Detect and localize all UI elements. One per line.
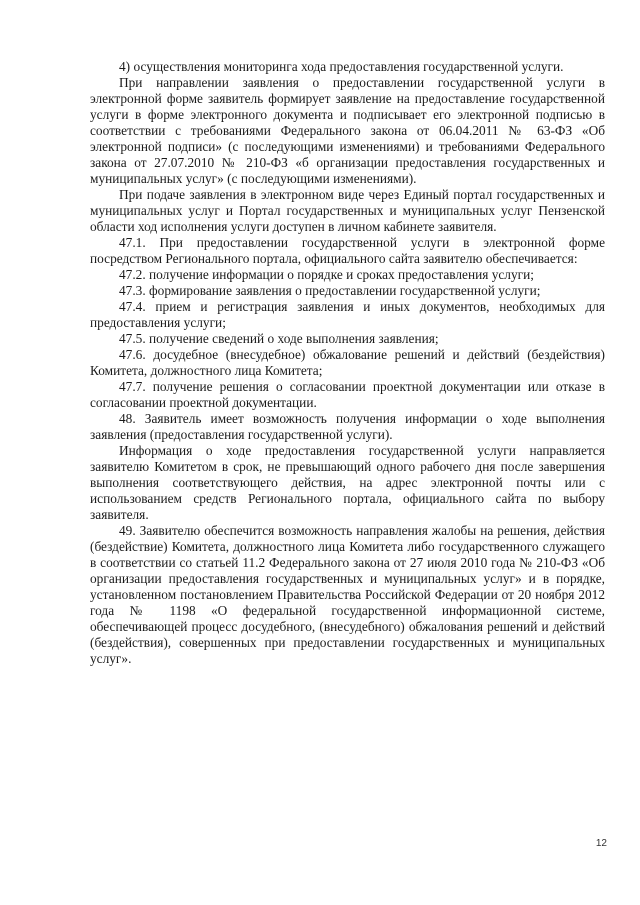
paragraph-47-4: 47.4. прием и регистрация заявления и иных документов, необходимых для предоставления услуги; — [90, 299, 605, 330]
paragraph-electronic-submission: При направлении заявления о предоставлении государственной услуги в электронной форме заявитель формирует заявление на предоставление государственной услуги в форме электронного документа и подписывает его электронной подписью в соответствии с требованиями Федерального закона от 06.04.2011 № 63-ФЗ «Об электронной подписи» (с последующими изменениями) и требованиями Федерального закона от 27.07.2010 № 210-ФЗ «б организации предоставления государственных и муниципальных услуг» (с последующими изменениями). — [90, 75, 605, 186]
document-body — [90, 59, 605, 667]
paragraph-49: 49. Заявителю обеспечится возможность направления жалобы на решения, действия (бездействие) Комитета, должностного лица Комитета либо государственного служащего в соответствии со статьей 11.2 Федерального закона от 27 июля 2010 года № 210-ФЗ «Об организации предоставления государственных и муниципальных услуг» и в порядке, установленном постановлением Правительства Российской Федерации от 20 ноября 2012 года № 1198 «О федеральной государственной информационной системе, обеспечивающей процесс досудебного, (внесудебного) обжалования решений и действий (бездействия), совершенных при предоставлении государственных и муниципальных услуг». — [90, 523, 605, 666]
paragraph-progress-info: Информация о ходе предоставления государственной услуги направляется заявителю Комитетом в срок, не превышающий одного рабочего дня после завершения выполнения соответствующего действия, на адрес электронной почты или с использованием средств Регионального портала, официального сайта по выбору заявителя. — [90, 443, 605, 522]
paragraph-48: 48. Заявитель имеет возможность получения информации о ходе выполнения заявления (предоставления государственной услуги). — [90, 411, 605, 442]
paragraph-47-5: 47.5. получение сведений о ходе выполнения заявления; — [119, 331, 439, 346]
page-number: 12 — [595, 838, 607, 849]
paragraph-47-7: 47.7. получение решения о согласовании проектной документации или отказе в согласовании проектной документации. — [90, 379, 605, 410]
paragraph-47-1: 47.1. При предоставлении государственной услуги в электронной форме посредством Регионального портала, официального сайта заявителю обеспечивается: — [90, 235, 605, 266]
paragraph-47-6: 47.6. досудебное (внесудебное) обжалование решений и действий (бездействия) Комитета, должностного лица Комитета; — [90, 347, 605, 378]
paragraph-portal-tracking: При подаче заявления в электронном виде через Единый портал государственных и муниципальных услуг и Портал государственных и муниципальных услуг Пензенской области ход исполнения услуги доступен в личном кабинете заявителя. — [90, 187, 605, 234]
paragraph-monitoring-item: 4) осуществления мониторинга хода предоставления государственной услуги. — [119, 59, 564, 74]
paragraph-47-2: 47.2. получение информации о порядке и сроках предоставления услуги; — [119, 267, 534, 282]
paragraph-47-3: 47.3. формирование заявления о предоставлении государственной услуги; — [119, 283, 541, 298]
